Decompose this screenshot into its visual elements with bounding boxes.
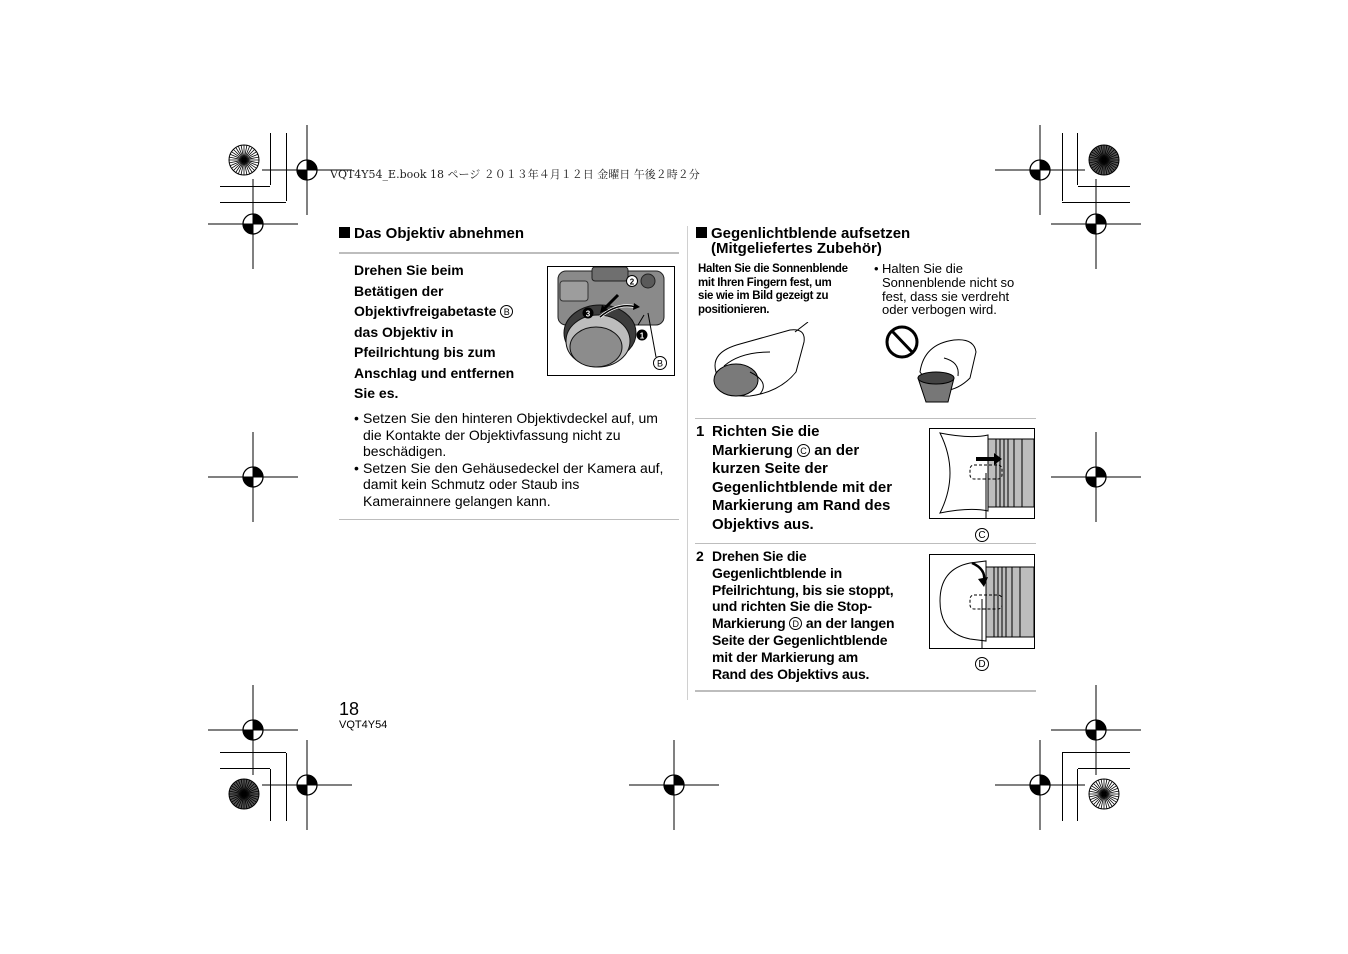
divider [695, 543, 1036, 544]
starburst-mark [1089, 779, 1119, 809]
marker-d-label: D [975, 655, 989, 673]
marker-b-icon: B [500, 305, 513, 318]
step-3-marker: 3 [585, 309, 591, 319]
section-title-remove-lens: Das Objektiv abnehmen [339, 226, 524, 241]
column-divider [687, 226, 688, 700]
print-header: VQT4Y54_E.book 18 ページ ２０１３年４月１２日 金曜日 午後２時２分 [330, 168, 700, 181]
marker-b-label: B [656, 358, 664, 369]
correct-hold-figure [700, 322, 820, 402]
marker-c-icon: C [797, 444, 810, 457]
marker-c-label: C [975, 526, 989, 544]
starburst-mark [229, 779, 259, 809]
hold-hood-warning: • Halten Sie die Sonnenblende nicht so fest, dass sie verdreht oder verbogen wird. [874, 261, 1015, 318]
starburst-mark [229, 145, 259, 175]
step-2-marker: 2 [629, 277, 635, 287]
divider [695, 418, 1036, 419]
starburst-mark [1089, 145, 1119, 175]
hood-align-figure [929, 428, 1035, 519]
remove-lens-notes [354, 410, 684, 510]
hold-hood-note: Halten Sie die Sonnenblende mit Ihren Fingern fest, um sie wie im Bild gezeigt zu positionieren. [698, 263, 848, 316]
hood-rotate-figure [929, 554, 1035, 649]
square-bullet-icon [696, 227, 707, 238]
step-1-marker: 1 [639, 331, 645, 341]
model-code: VQT4Y54 [339, 719, 388, 731]
square-bullet-icon [339, 227, 350, 238]
section-subtitle-lens-hood: (Mitgeliefertes Zubehör) [711, 240, 882, 257]
incorrect-hold-figure [884, 322, 984, 406]
remove-lens-instruction: Drehen Sie beim Betätigen der Objektivfreigabetaste B das Objektiv in Pfeilrichtung bis zum Anschlag und entfernen Sie es. [354, 262, 515, 401]
divider [339, 252, 679, 254]
marker-d-icon: D [789, 617, 802, 630]
section-title-lens-hood: Gegenlichtblende aufsetzen [696, 226, 910, 241]
note-item: • Setzen Sie den hinteren Objektivdeckel auf, um die Kontakte der Objektivfassung nicht zu beschädigen. [354, 410, 658, 460]
divider [339, 519, 679, 520]
camera-lens-removal-figure [547, 266, 675, 376]
note-item: • Setzen Sie den Gehäusedeckel der Kamera auf, damit kein Schmutz oder Staub ins Kamerainnere gelangen kann. [354, 459, 664, 509]
page-number: 18 [339, 699, 360, 719]
divider [695, 690, 1036, 692]
